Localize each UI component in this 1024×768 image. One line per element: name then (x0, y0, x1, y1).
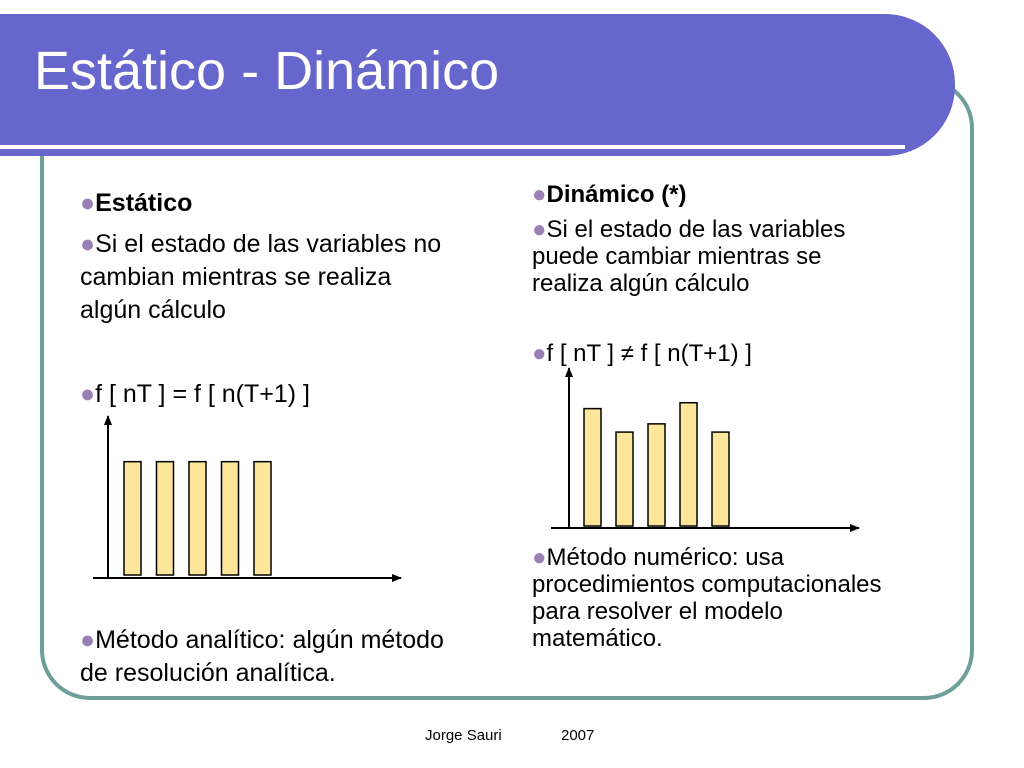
bar-4 (222, 462, 239, 575)
bar-2 (157, 462, 174, 575)
bullet-icon: ● (532, 340, 547, 367)
right-method-line-4: matemático. (532, 625, 663, 652)
dynamic-bar-chart (548, 365, 864, 535)
right-method-line-3: para resolver el modelo (532, 598, 783, 625)
right-desc-line-1: ●Si el estado de las variables (532, 216, 846, 243)
footer-author: Jorge Sauri (425, 727, 502, 744)
bar-5 (712, 432, 729, 526)
bars-group (124, 462, 271, 575)
bar-3 (648, 424, 665, 526)
bar-1 (124, 462, 141, 575)
right-heading-item (532, 181, 687, 208)
bullet-icon: ● (532, 544, 547, 571)
slide-title: Estático - Dinámico (34, 41, 500, 101)
right-heading: Dinámico (*) (546, 181, 687, 208)
bar-2 (616, 432, 633, 526)
bar-3 (189, 462, 206, 575)
bullet-icon: ● (80, 626, 96, 654)
left-desc-line-2: cambian mientras se realiza (80, 263, 392, 291)
left-formula-item (80, 378, 310, 411)
left-desc-line-1: ●Si el estado de las variables no (80, 230, 442, 258)
right-formula-item (532, 340, 752, 367)
left-formula: f [ nT ] = f [ n(T+1) ] (95, 380, 311, 408)
bar-4 (680, 403, 697, 526)
left-method-line-1: ●Método analítico: algún método (80, 626, 444, 654)
bullet-icon: ● (80, 189, 96, 217)
left-desc-line-3: algún cálculo (80, 296, 226, 324)
left-description (80, 228, 441, 327)
right-formula: f [ nT ] ≠ f [ n(T+1) ] (546, 340, 752, 367)
bullet-icon: ● (532, 181, 547, 208)
bullet-icon: ● (80, 230, 96, 258)
bar-5 (254, 462, 271, 575)
bars-group (584, 403, 729, 526)
right-desc-line-3: realiza algún cálculo (532, 270, 750, 297)
right-desc-line-2: puede cambiar mientras se (532, 243, 822, 270)
bullet-icon: ● (80, 380, 96, 408)
bullet-icon: ● (532, 216, 547, 243)
left-heading-item (80, 187, 192, 220)
static-bar-chart (90, 413, 410, 593)
right-description (532, 216, 845, 297)
title-underline (0, 145, 905, 149)
bar-1 (584, 409, 601, 526)
left-method (80, 624, 444, 690)
right-method-line-2: procedimientos computacionales (532, 571, 882, 598)
footer-year: 2007 (561, 727, 595, 744)
right-method (532, 544, 882, 652)
right-method-line-1: ●Método numérico: usa (532, 544, 784, 571)
left-heading: Estático (95, 189, 193, 217)
left-method-line-2: de resolución analítica. (80, 659, 336, 687)
